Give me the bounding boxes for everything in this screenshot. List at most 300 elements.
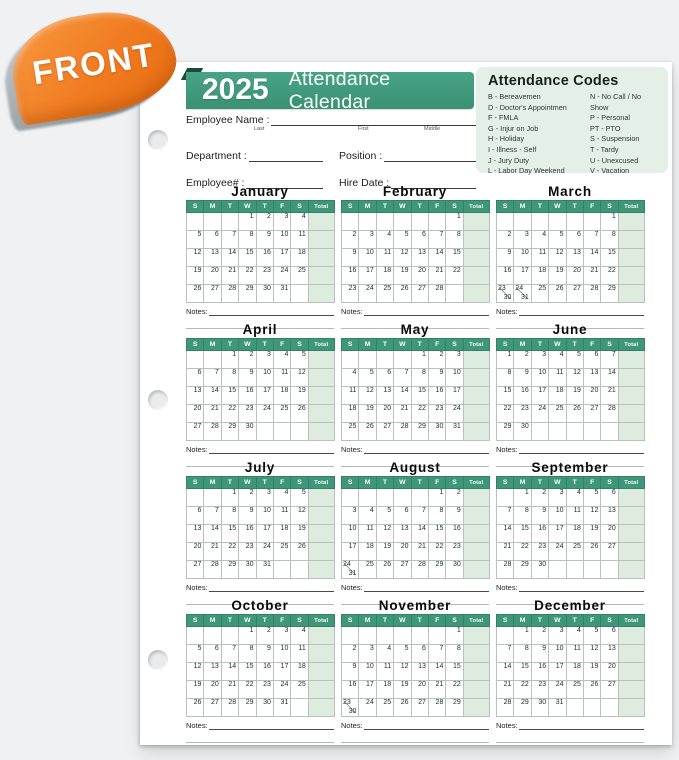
day-cell: 6 xyxy=(187,369,204,387)
day-cell xyxy=(549,423,566,441)
day-cell: 12 xyxy=(187,663,204,681)
day-cell: 29 xyxy=(411,423,428,441)
day-cell: 1 xyxy=(239,213,256,231)
day-number: 31 xyxy=(520,294,529,301)
total-cell xyxy=(308,507,334,525)
day-cell: 15 xyxy=(221,525,238,543)
day-cell: 28 xyxy=(204,423,221,441)
code-item: V - Vacation xyxy=(590,166,630,176)
year-label: 2025 xyxy=(202,72,269,106)
day-cell: 12 xyxy=(394,663,411,681)
day-cell: 16 xyxy=(497,267,514,285)
day-cell: 13 xyxy=(187,525,204,543)
weekday-header: T xyxy=(411,615,428,627)
day-cell: 28 xyxy=(221,285,238,303)
day-cell: 29 xyxy=(514,561,531,579)
weekday-header: T xyxy=(411,477,428,489)
day-cell: 22 xyxy=(601,267,618,285)
month-title: July xyxy=(244,460,276,475)
weekday-header: T xyxy=(221,615,238,627)
day-cell: 26 xyxy=(187,699,204,717)
total-cell xyxy=(618,525,644,543)
day-cell: 17 xyxy=(256,525,273,543)
day-cell xyxy=(204,627,221,645)
day-cell: 5 xyxy=(376,507,393,525)
day-cell: 5 xyxy=(549,231,566,249)
day-cell: 3 xyxy=(342,507,359,525)
day-cell xyxy=(273,561,290,579)
day-cell: 12 xyxy=(187,249,204,267)
day-cell: 27 xyxy=(583,405,600,423)
months-grid xyxy=(140,62,672,745)
day-cell: 25 xyxy=(566,543,583,561)
day-cell: 7 xyxy=(221,231,238,249)
day-cell: 2 xyxy=(446,489,463,507)
total-cell xyxy=(308,351,334,369)
notes-label: Notes: xyxy=(186,307,208,316)
day-cell: 7 xyxy=(204,507,221,525)
day-cell xyxy=(411,489,428,507)
day-cell xyxy=(221,627,238,645)
day-cell: 21 xyxy=(428,267,445,285)
day-cell: 23 xyxy=(256,681,273,699)
weekday-header: T xyxy=(256,201,273,213)
total-header: Total xyxy=(618,339,644,351)
day-cell: 5 xyxy=(394,645,411,663)
sublabel-last: Last xyxy=(254,126,265,132)
day-cell: 15 xyxy=(497,387,514,405)
day-cell: 18 xyxy=(273,525,290,543)
day-cell: 11 xyxy=(376,249,393,267)
day-cell: 6 xyxy=(411,645,428,663)
day-cell: 10 xyxy=(342,525,359,543)
day-cell: 16 xyxy=(342,681,359,699)
notes-label: Notes: xyxy=(341,583,363,592)
month-table xyxy=(496,476,645,579)
day-cell: 20 xyxy=(187,543,204,561)
day-cell: 21 xyxy=(497,543,514,561)
day-cell: 2 xyxy=(428,351,445,369)
sublabel-first: First xyxy=(358,126,369,132)
month-table xyxy=(341,338,490,441)
day-cell: 26 xyxy=(549,285,566,303)
day-cell: 29 xyxy=(221,561,238,579)
day-cell: 6 xyxy=(583,351,600,369)
day-cell: 29 xyxy=(601,285,618,303)
day-cell: 5 xyxy=(394,231,411,249)
day-cell: 6 xyxy=(394,507,411,525)
day-cell: 3 xyxy=(273,213,290,231)
total-cell xyxy=(463,561,489,579)
day-cell: 2 xyxy=(514,351,531,369)
month-title: December xyxy=(534,598,606,613)
day-cell: 6 xyxy=(566,231,583,249)
day-cell: 18 xyxy=(291,663,308,681)
day-cell xyxy=(359,489,376,507)
day-cell: 17 xyxy=(359,681,376,699)
weekday-header: W xyxy=(394,339,411,351)
day-cell xyxy=(187,627,204,645)
day-cell: 9 xyxy=(256,231,273,249)
day-cell: 19 xyxy=(376,543,393,561)
day-cell: 7 xyxy=(411,507,428,525)
day-cell: 28 xyxy=(221,699,238,717)
day-cell: 23 xyxy=(239,405,256,423)
day-cell: 23 xyxy=(428,405,445,423)
day-cell: 26 xyxy=(187,285,204,303)
day-cell xyxy=(411,213,428,231)
total-cell xyxy=(618,213,644,231)
day-cell: 20 xyxy=(204,267,221,285)
total-header: Total xyxy=(308,615,334,627)
weekday-header: T xyxy=(531,615,548,627)
day-cell: 11 xyxy=(291,645,308,663)
day-cell: 3 xyxy=(359,645,376,663)
weekday-header: F xyxy=(583,339,600,351)
total-cell xyxy=(463,525,489,543)
day-cell xyxy=(497,489,514,507)
weekday-header: F xyxy=(273,615,290,627)
code-item: N - No Call / No Show xyxy=(590,92,642,112)
total-header: Total xyxy=(463,477,489,489)
day-cell: 4 xyxy=(291,213,308,231)
total-cell xyxy=(618,663,644,681)
weekday-header: S xyxy=(446,201,463,213)
day-cell: 12 xyxy=(549,249,566,267)
day-cell: 3 xyxy=(256,489,273,507)
day-cell: 10 xyxy=(446,369,463,387)
code-item: B - Bereavemen xyxy=(488,92,541,101)
weekday-header: F xyxy=(428,201,445,213)
day-cell xyxy=(291,561,308,579)
day-cell xyxy=(514,285,531,303)
day-cell: 24 xyxy=(256,405,273,423)
day-cell xyxy=(342,561,359,579)
day-cell: 28 xyxy=(497,699,514,717)
day-cell: 3 xyxy=(549,627,566,645)
day-cell xyxy=(291,699,308,717)
day-cell: 10 xyxy=(256,369,273,387)
day-cell: 2 xyxy=(531,489,548,507)
day-cell: 30 xyxy=(428,423,445,441)
total-cell xyxy=(463,543,489,561)
notes-label: Notes: xyxy=(496,721,518,730)
weekday-header: W xyxy=(394,615,411,627)
day-cell xyxy=(394,351,411,369)
day-cell: 22 xyxy=(428,543,445,561)
day-cell: 11 xyxy=(549,369,566,387)
day-cell: 4 xyxy=(291,627,308,645)
notes-line xyxy=(209,721,334,730)
month-table xyxy=(341,614,490,717)
day-cell: 11 xyxy=(566,507,583,525)
total-header: Total xyxy=(618,201,644,213)
day-cell: 22 xyxy=(239,681,256,699)
day-cell: 13 xyxy=(411,249,428,267)
day-cell: 26 xyxy=(583,681,600,699)
day-cell: 29 xyxy=(514,699,531,717)
day-number: 24 xyxy=(515,285,524,292)
notes-line xyxy=(364,583,489,592)
day-cell: 18 xyxy=(273,387,290,405)
day-cell: 28 xyxy=(204,561,221,579)
code-item: S - Suspension xyxy=(590,134,640,144)
day-cell xyxy=(342,213,359,231)
day-cell: 22 xyxy=(514,681,531,699)
day-cell: 20 xyxy=(394,543,411,561)
day-cell: 13 xyxy=(204,249,221,267)
day-cell: 1 xyxy=(446,627,463,645)
day-cell: 16 xyxy=(256,249,273,267)
day-cell: 9 xyxy=(446,507,463,525)
day-cell: 1 xyxy=(514,627,531,645)
day-cell: 24 xyxy=(549,681,566,699)
day-cell: 13 xyxy=(566,249,583,267)
weekday-header: S xyxy=(601,339,618,351)
day-cell: 18 xyxy=(376,681,393,699)
month-title: August xyxy=(389,460,441,475)
day-cell xyxy=(531,423,548,441)
day-cell: 14 xyxy=(601,369,618,387)
total-cell xyxy=(308,213,334,231)
weekday-header: M xyxy=(204,339,221,351)
day-cell: 14 xyxy=(204,387,221,405)
day-cell: 8 xyxy=(221,369,238,387)
day-cell: 10 xyxy=(273,231,290,249)
day-cell: 21 xyxy=(583,267,600,285)
notes-line xyxy=(209,583,334,592)
day-cell: 12 xyxy=(583,645,600,663)
day-cell: 25 xyxy=(291,267,308,285)
total-cell xyxy=(308,645,334,663)
notes-row xyxy=(341,581,489,592)
weekday-header: F xyxy=(428,339,445,351)
day-cell: 1 xyxy=(221,489,238,507)
day-cell: 3 xyxy=(359,231,376,249)
weekday-header: S xyxy=(446,615,463,627)
day-cell: 25 xyxy=(273,405,290,423)
day-cell: 4 xyxy=(342,369,359,387)
weekday-header: F xyxy=(583,615,600,627)
day-cell: 17 xyxy=(514,267,531,285)
day-cell: 15 xyxy=(514,663,531,681)
day-cell: 28 xyxy=(411,561,428,579)
total-cell xyxy=(463,351,489,369)
day-cell: 5 xyxy=(583,627,600,645)
weekday-header: M xyxy=(204,201,221,213)
day-cell: 16 xyxy=(256,663,273,681)
day-cell: 9 xyxy=(256,645,273,663)
weekday-header: T xyxy=(256,339,273,351)
weekday-header: W xyxy=(549,201,566,213)
day-cell: 1 xyxy=(221,351,238,369)
day-cell: 31 xyxy=(446,423,463,441)
day-cell xyxy=(359,213,376,231)
day-cell: 20 xyxy=(566,267,583,285)
total-cell xyxy=(463,231,489,249)
code-item: P - Personal xyxy=(590,113,631,123)
day-cell xyxy=(549,561,566,579)
day-cell: 10 xyxy=(549,645,566,663)
total-cell xyxy=(308,663,334,681)
month-block xyxy=(341,598,489,736)
total-cell xyxy=(618,681,644,699)
notes-row xyxy=(186,581,334,592)
weekday-header: T xyxy=(411,339,428,351)
weekday-header: W xyxy=(239,339,256,351)
day-cell: 4 xyxy=(549,351,566,369)
day-cell: 10 xyxy=(359,663,376,681)
day-cell: 28 xyxy=(601,405,618,423)
total-cell xyxy=(463,249,489,267)
notes-row xyxy=(186,719,334,730)
day-cell: 2 xyxy=(256,627,273,645)
day-cell: 1 xyxy=(446,213,463,231)
day-cell: 10 xyxy=(531,369,548,387)
day-cell xyxy=(359,351,376,369)
day-cell: 4 xyxy=(566,627,583,645)
total-header: Total xyxy=(618,615,644,627)
total-cell xyxy=(618,627,644,645)
total-cell xyxy=(308,543,334,561)
day-cell: 31 xyxy=(256,561,273,579)
day-cell: 7 xyxy=(583,231,600,249)
day-cell: 5 xyxy=(187,645,204,663)
month-block xyxy=(341,184,489,322)
day-cell: 20 xyxy=(187,405,204,423)
day-cell: 17 xyxy=(359,267,376,285)
day-cell: 10 xyxy=(359,249,376,267)
weekday-header: T xyxy=(566,477,583,489)
month-block xyxy=(496,460,644,598)
weekday-header: W xyxy=(239,615,256,627)
day-cell: 11 xyxy=(273,507,290,525)
day-cell: 30 xyxy=(531,699,548,717)
day-cell: 4 xyxy=(273,489,290,507)
day-cell: 3 xyxy=(446,351,463,369)
day-cell: 30 xyxy=(514,423,531,441)
day-cell: 27 xyxy=(204,699,221,717)
day-cell: 19 xyxy=(187,267,204,285)
day-cell: 7 xyxy=(204,369,221,387)
day-cell: 4 xyxy=(376,645,393,663)
day-cell: 21 xyxy=(204,405,221,423)
day-cell: 29 xyxy=(497,423,514,441)
day-cell xyxy=(394,627,411,645)
day-cell: 16 xyxy=(342,267,359,285)
day-cell: 20 xyxy=(583,387,600,405)
day-cell xyxy=(376,489,393,507)
day-cell: 2 xyxy=(342,645,359,663)
notes-row xyxy=(496,305,644,316)
total-cell xyxy=(308,369,334,387)
weekday-header: S xyxy=(497,477,514,489)
day-cell: 22 xyxy=(446,267,463,285)
day-cell: 17 xyxy=(256,387,273,405)
day-cell: 16 xyxy=(239,525,256,543)
day-cell: 8 xyxy=(601,231,618,249)
day-cell: 24 xyxy=(273,681,290,699)
code-item: G - Injur on Job xyxy=(488,123,539,133)
weekday-header: M xyxy=(359,339,376,351)
month-table xyxy=(341,200,490,303)
day-cell: 21 xyxy=(221,267,238,285)
day-cell: 7 xyxy=(428,645,445,663)
day-cell: 7 xyxy=(428,231,445,249)
code-item: T - Tardy xyxy=(590,144,619,154)
day-cell: 13 xyxy=(583,369,600,387)
notes-line xyxy=(519,583,644,592)
day-cell: 17 xyxy=(446,387,463,405)
day-cell: 2 xyxy=(239,351,256,369)
month-title: October xyxy=(231,598,289,613)
total-cell xyxy=(308,267,334,285)
month-block xyxy=(341,460,489,598)
day-cell: 27 xyxy=(376,423,393,441)
code-item: F - FMLA xyxy=(488,113,519,123)
day-cell: 26 xyxy=(566,405,583,423)
day-cell: 3 xyxy=(273,627,290,645)
page-title: Attendance Calendar xyxy=(288,67,391,113)
day-cell xyxy=(514,213,531,231)
day-cell: 2 xyxy=(239,489,256,507)
notes-second-line xyxy=(341,742,489,743)
notes-row xyxy=(496,719,644,730)
day-cell: 3 xyxy=(514,231,531,249)
day-cell: 13 xyxy=(394,525,411,543)
total-header: Total xyxy=(463,339,489,351)
month-table xyxy=(341,476,490,579)
day-cell xyxy=(583,561,600,579)
day-cell: 8 xyxy=(411,369,428,387)
day-cell: 10 xyxy=(273,645,290,663)
code-item: I - Illness - Self xyxy=(488,144,537,154)
day-cell: 23 xyxy=(446,543,463,561)
weekday-header: T xyxy=(256,477,273,489)
weekday-header: S xyxy=(497,201,514,213)
day-cell xyxy=(446,285,463,303)
weekday-header: F xyxy=(583,477,600,489)
day-cell: 23 xyxy=(239,543,256,561)
day-cell: 26 xyxy=(359,423,376,441)
total-cell xyxy=(463,267,489,285)
day-cell: 1 xyxy=(601,213,618,231)
day-cell: 8 xyxy=(446,231,463,249)
weekday-header: S xyxy=(187,201,204,213)
day-cell: 19 xyxy=(583,525,600,543)
total-cell xyxy=(618,267,644,285)
total-cell xyxy=(308,405,334,423)
total-header: Total xyxy=(463,615,489,627)
weekday-header: F xyxy=(273,201,290,213)
day-cell: 6 xyxy=(204,645,221,663)
notes-row xyxy=(341,305,489,316)
day-cell xyxy=(549,213,566,231)
day-cell: 11 xyxy=(359,525,376,543)
weekday-header: S xyxy=(291,201,308,213)
day-cell: 23 xyxy=(342,285,359,303)
day-cell: 18 xyxy=(549,387,566,405)
day-cell: 6 xyxy=(187,507,204,525)
total-cell xyxy=(618,369,644,387)
weekday-header: W xyxy=(394,201,411,213)
day-cell: 14 xyxy=(221,249,238,267)
notes-second-line xyxy=(496,742,644,743)
day-cell: 15 xyxy=(239,663,256,681)
day-cell xyxy=(204,213,221,231)
month-title: April xyxy=(242,322,278,337)
notes-row xyxy=(341,443,489,454)
